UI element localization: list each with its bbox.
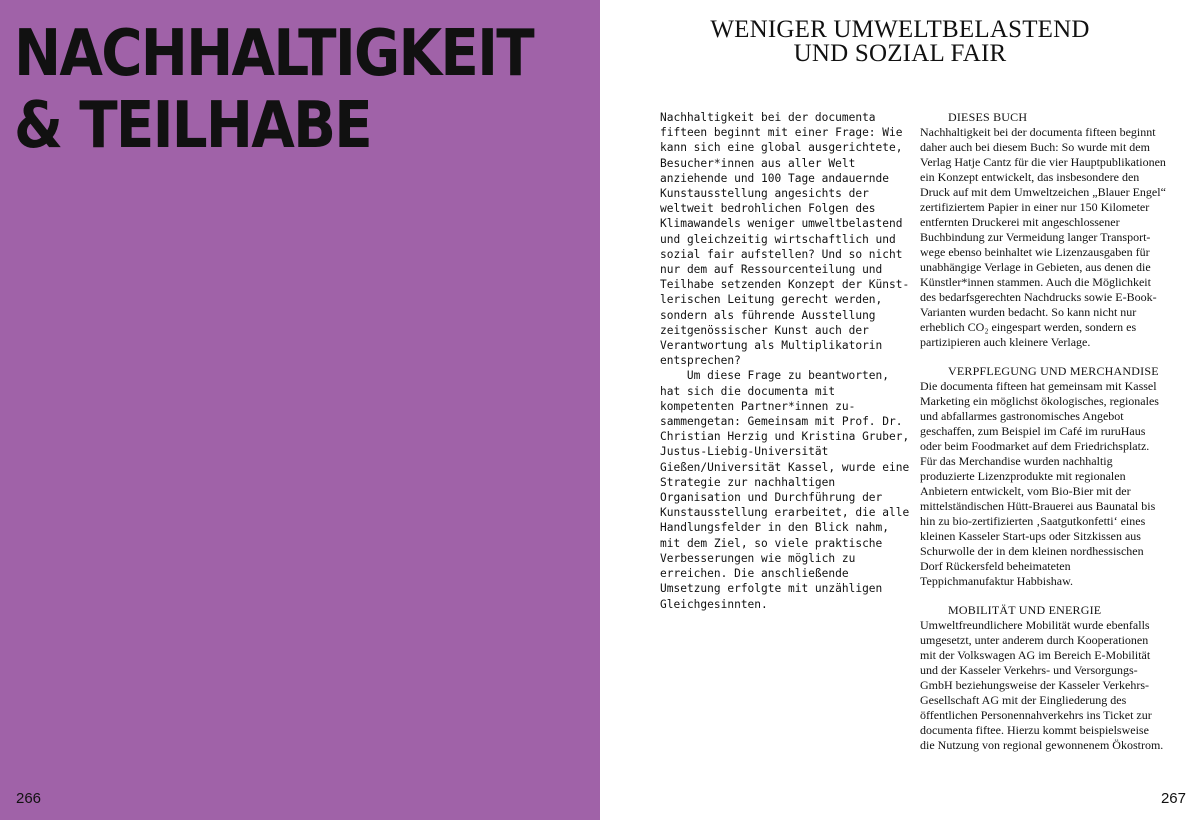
section-heading: MOBILITÄT UND ENERGIE [948,603,1102,617]
title-line-1: NACHHALTIGKEIT [14,17,533,91]
sections-column [920,110,1166,767]
page-number-right: 267 [1160,790,1186,807]
page-title [14,18,533,162]
page-number-left: 266 [16,790,42,807]
section-dieses-buch [920,110,1166,350]
section-mobilitaet [920,603,1166,753]
intro-column [660,110,910,612]
title-line-2: & TEILHABE [14,89,371,163]
section-verpflegung [920,364,1166,589]
section-body: Umweltfreundlichere Mobilität wurde ebenfalls umgesetzt, unter anderem durch Kooperationen mit der Volkswagen AG im Bereich E-Mobilität und der Kasseler Verkehrs- und Versorgungs-GmbH beziehungsweise der Kasseler Verkehrs-Gesellschaft AG mit der Eingliederung des öffentlichen Personennahverkehrs ins Ticket zur documenta fiftee. Hierzu kommt beispielsweise die Nutzung von regional gewonnenem Ökostrom. [920,618,1164,752]
right-page [600,0,1200,820]
intro-paragraph: Um diese Frage zu beantworten, hat sich die documenta mit kompetenten Partner*innen zusammengetan: Gemeinsam mit Prof. Dr. Christian Herzig und Kristina Gruber, Justus-Liebig-Universität Gießen/Universität Kassel, wurde eine Strategie zur nachhaltigen Organisation und Durchführung der Kunstausstellung erarbeitet, die alle Handlungsfelder in den Blick nahm, mit dem Ziel, so viele praktische Verbesserungen wie möglich zu erreichen. Die anschließende Umsetzung erfolgte mit unzähligen Gleichgesinnten. [660,369,910,611]
intro-paragraph: Nachhaltigkeit bei der documenta fifteen beginnt mit einer Frage: Wie kann sich eine global ausgerichtete, Besucher*innen aus aller Welt anziehende und 100 Tage andauernde Kunstausstellung angesichts der weltweit bedrohlichen Folgen des Klimawandels weniger umweltbelastend und gleichzeitig wirtschaftlich und sozial fair aufstellen? Und so nicht nur dem auf Ressourcenteilung und Teilhabe setzenden Konzept der Künstlerischen Leitung gerecht werden, sondern als führende Ausstellung zeitgenössischer Kunst auch der Verantwortung als Multiplikatorin entsprechen? [660,111,910,368]
section-body: Die documenta fifteen hat gemeinsam mit Kassel Marketing ein möglichst ökologisches, regionales und abfallarmes gastronomisches Angebot geschaffen, zum Beispiel im Café im ruruHaus oder beim Foodmarket auf dem Friedrichsplatz. Für das Merchandise wurden nachhaltig produzierte Lizenzprodukte mit regionalen Anbietern entwickelt, vom Bio-Bier mit der mittelständischen Hütt-Brauerei aus Baunatal bis hin zu bio-zertifizierten ‚Saatgutkonfetti‘ eines kleinen Kasseler Start-ups oder Sitzkissen aus Schurwolle der in dem kleinen nordhessischen Dorf Rückersfeld beheimateten Teppichmanufaktur Habbishaw. [920,379,1159,588]
headline-line-2: UND SOZIAL FAIR [793,40,1007,67]
section-heading: DIESES BUCH [948,110,1028,124]
article-headline [600,18,1200,66]
section-body: Nachhaltigkeit bei der documenta fifteen beginnt daher auch bei diesem Buch: So wurde mit dem Verlag Hatje Cantz für die vier Hauptpublikationen ein Konzept entwickelt, das insbesondere den Druck auf mit dem Umweltzeichen „Blauer Engel“ zertifiziertem Papier in einer nur 150 Kilometer entfernten Druckerei mit angeschlossener Buchbindung zur Vermeidung langer Transportwege ebenso beinhaltet wie Lizenzausgaben für unabhängige Verlage in Gebieten, aus denen die Künstler*innen stammen. Auch die Möglichkeit des bedarfsgerechten Nachdrucks sowie E-Book-Varianten wurden bedacht. So kann nicht nur erheblich CO₂ eingespart werden, sondern es partizipieren auch kleinere Verlage. [920,125,1166,349]
section-heading: VERPFLEGUNG UND MERCHANDISE [948,364,1159,378]
headline-line-1: WENIGER UMWELTBELASTEND [710,16,1090,43]
